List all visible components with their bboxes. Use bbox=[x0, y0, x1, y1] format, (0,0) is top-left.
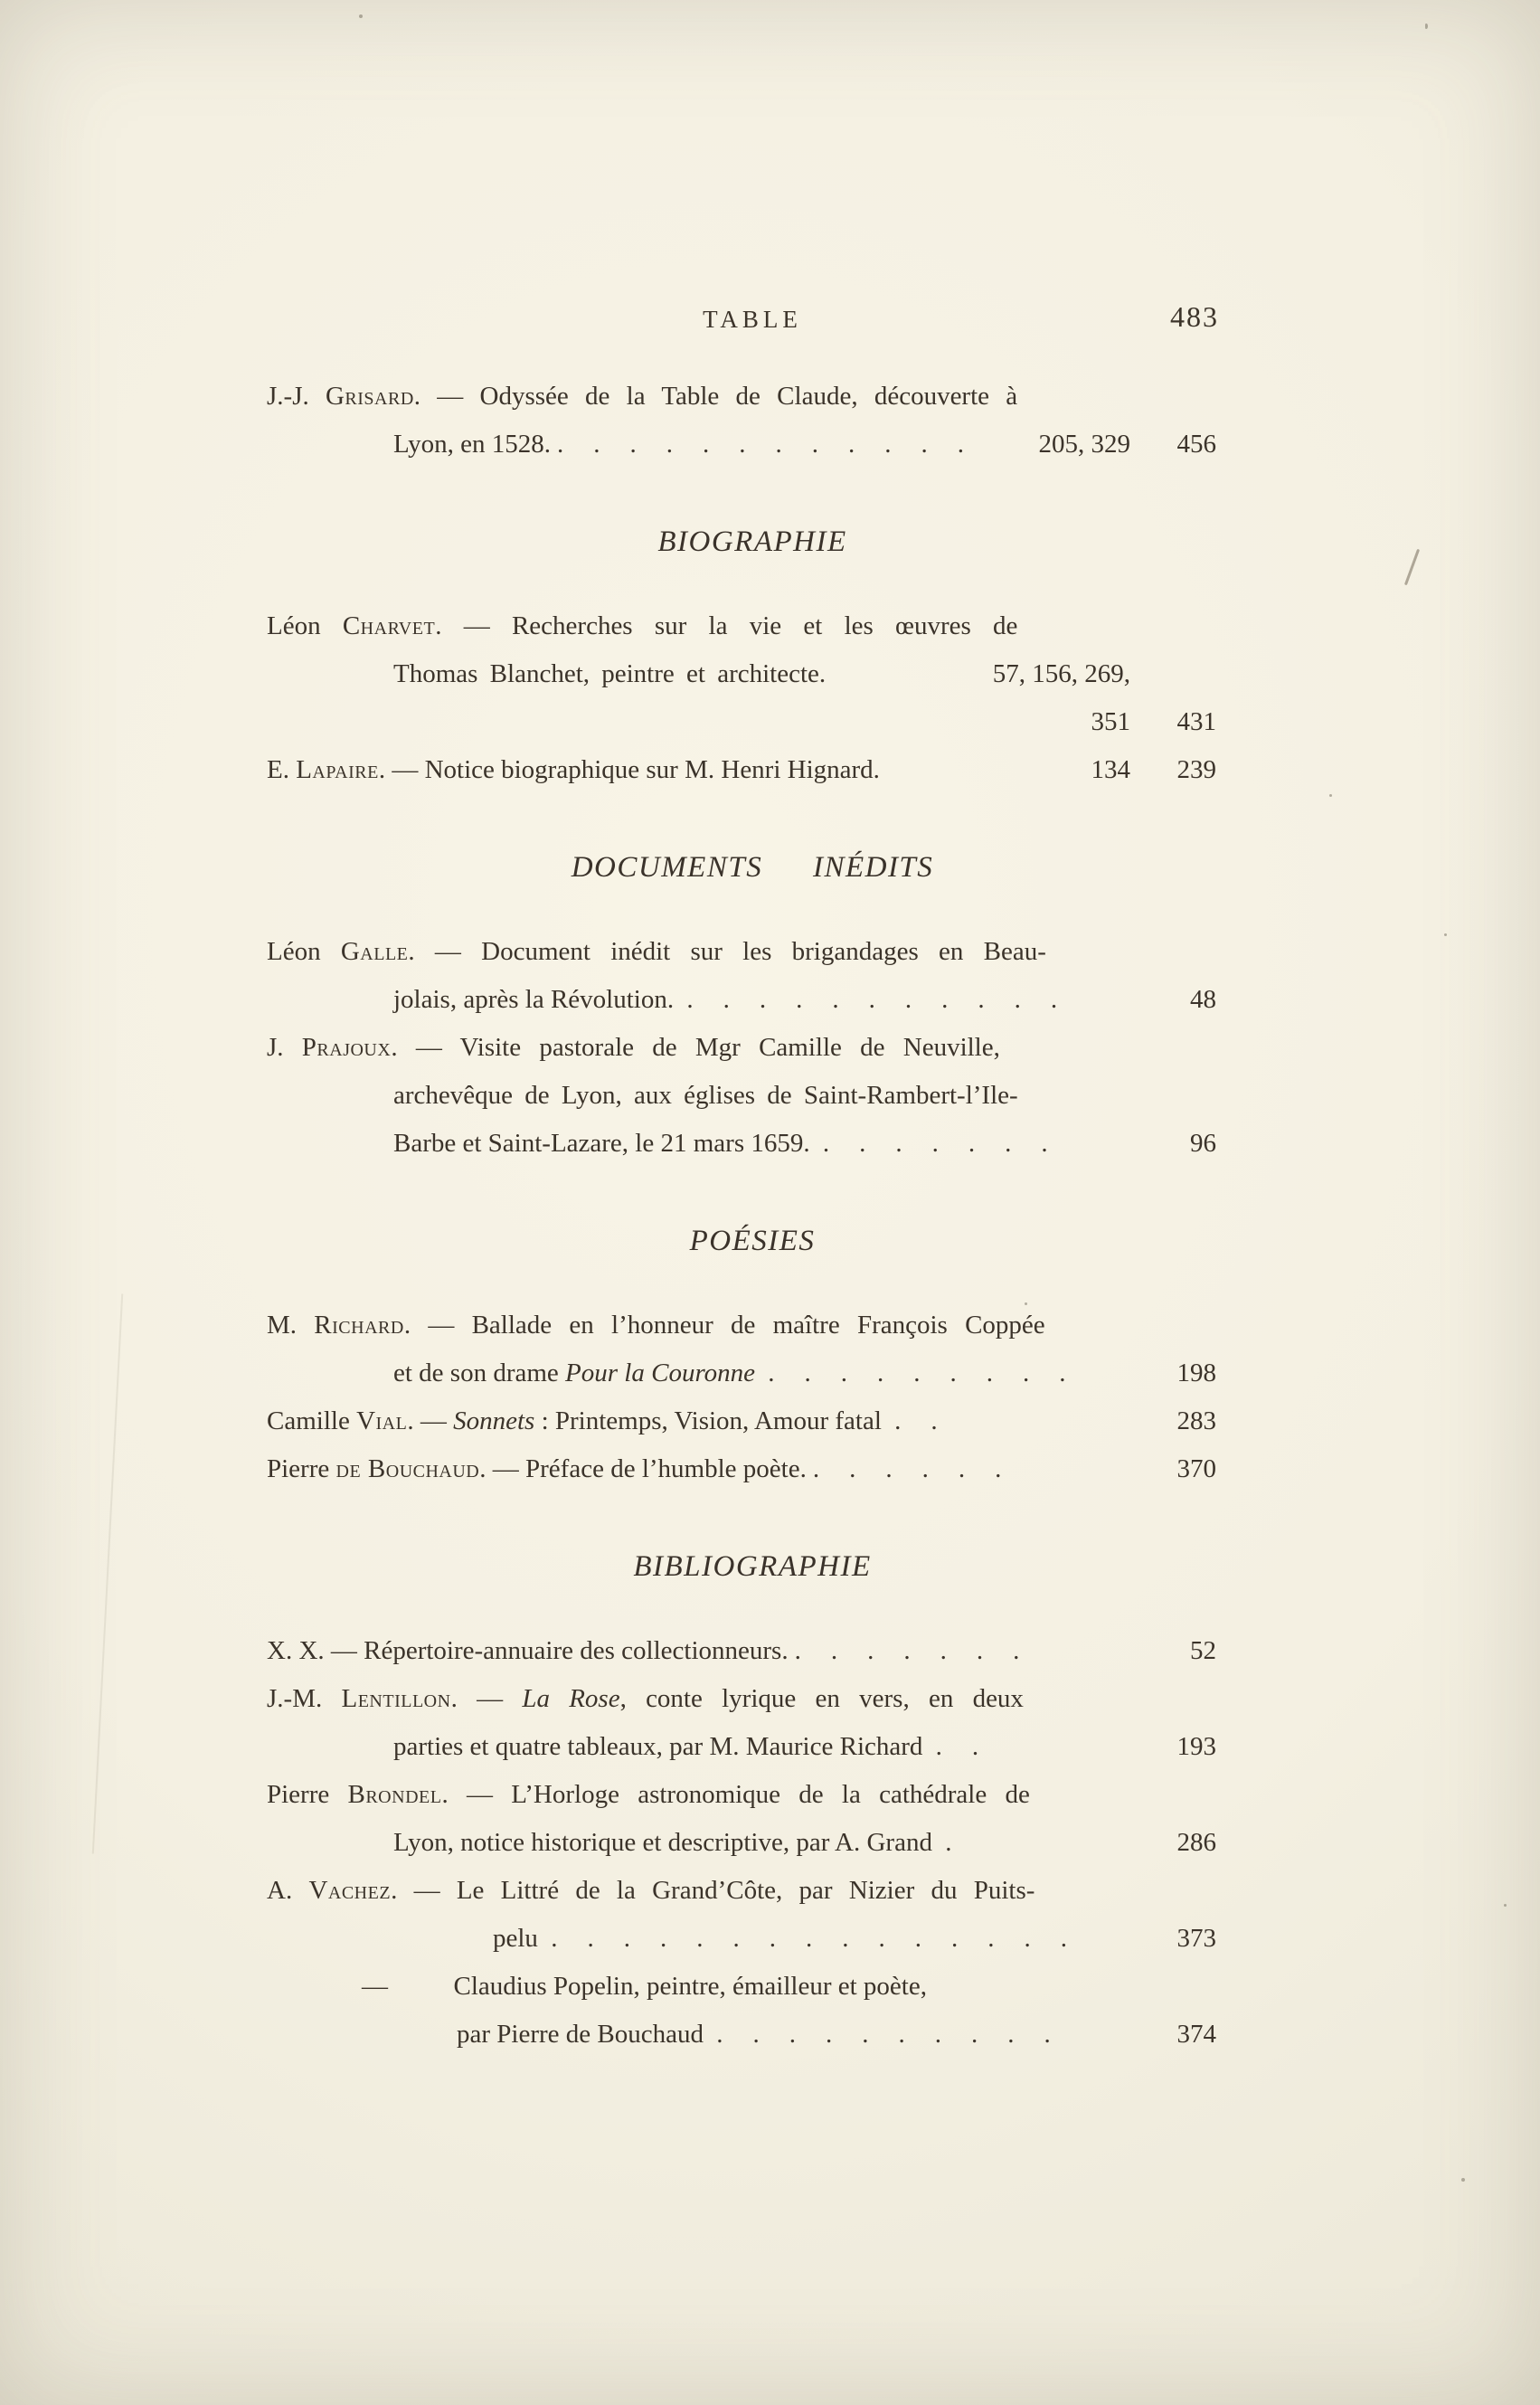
text-run: E. bbox=[267, 755, 297, 784]
dot-leader: ............ bbox=[557, 430, 994, 459]
toc-line bbox=[267, 746, 1221, 794]
text-run: . — bbox=[450, 1684, 523, 1713]
toc-line-text bbox=[267, 602, 1017, 650]
scan-artifact bbox=[1444, 933, 1447, 936]
text-run: Thomas Blanchet, peintre et architecte. bbox=[393, 659, 827, 688]
text-run: La Rose bbox=[522, 1684, 620, 1713]
text-run: de Bouchaud bbox=[335, 1454, 480, 1483]
entry-page-number: 96 bbox=[1190, 1129, 1216, 1158]
entry-page-number: 286 bbox=[1176, 1828, 1216, 1857]
dot-leader: ........... bbox=[686, 985, 1088, 1014]
toc-line-text bbox=[267, 1867, 1035, 1915]
dot-leader: . bbox=[945, 1828, 982, 1857]
text-run: Pierre bbox=[267, 1780, 348, 1809]
toc-line bbox=[267, 1963, 1221, 2011]
entry-page-number: 456 bbox=[1176, 430, 1216, 459]
text-run: . — Le Littré de la Grand’Côte, par Nizier du Puits- bbox=[391, 1876, 1035, 1905]
text-run: Lyon, en 1528. bbox=[393, 430, 551, 459]
toc-line bbox=[267, 650, 1221, 698]
entry-page-number: 283 bbox=[1176, 1406, 1216, 1435]
entry-page-number: 198 bbox=[1176, 1359, 1216, 1387]
text-run: Brondel bbox=[347, 1780, 442, 1809]
toc-line bbox=[267, 1120, 1221, 1168]
toc-line bbox=[267, 1915, 1221, 1963]
text-run: Galle bbox=[340, 937, 409, 966]
section-heading: POÉSIES bbox=[689, 1225, 816, 1257]
text-run: Grisard bbox=[325, 382, 414, 411]
toc-line-text bbox=[267, 1771, 1030, 1819]
toc-line-text bbox=[393, 421, 994, 469]
text-run: Léon bbox=[267, 611, 343, 640]
text-run: Lentillon bbox=[341, 1684, 451, 1713]
toc-line bbox=[267, 1072, 1221, 1120]
entry-page-refs: 351 bbox=[1091, 707, 1130, 736]
scan-artifact bbox=[1329, 794, 1332, 797]
text-run: X. X. — Répertoire-annuaire des collectionneurs. bbox=[267, 1636, 789, 1665]
entry-page-refs: 134 bbox=[1091, 755, 1130, 784]
section-heading: BIOGRAPHIE bbox=[657, 526, 847, 558]
toc-line bbox=[267, 1771, 1221, 1819]
text-run: Richard bbox=[314, 1311, 404, 1340]
page-header bbox=[267, 300, 1221, 334]
toc-line bbox=[267, 2011, 1221, 2059]
entry-page-number: 373 bbox=[1176, 1924, 1216, 1953]
text-run: J.-J. bbox=[267, 382, 326, 411]
text-run: pelu bbox=[493, 1924, 545, 1953]
text-run: Sonnets bbox=[453, 1406, 535, 1435]
toc-line bbox=[267, 1445, 1221, 1493]
scan-artifact bbox=[1504, 1904, 1507, 1907]
dot-leader: ............... bbox=[551, 1924, 1097, 1953]
text-run: Camille bbox=[267, 1406, 357, 1435]
text-run: par Pierre de Bouchaud bbox=[457, 2020, 711, 2049]
text-run: Lyon, notice historique et descriptive, par A. Grand bbox=[393, 1828, 940, 1857]
toc-line bbox=[267, 1397, 1221, 1445]
scan-artifact bbox=[1425, 24, 1428, 29]
toc-line-text bbox=[393, 1349, 1096, 1397]
toc-line bbox=[267, 373, 1221, 421]
text-run: . — Ballade en l’honneur de maître François Coppée bbox=[403, 1311, 1045, 1340]
toc-line-text bbox=[267, 373, 1017, 421]
text-run: J.-M. bbox=[267, 1684, 342, 1713]
text-run: . — Notice biographique sur M. Henri Hignard. bbox=[378, 755, 880, 784]
toc-line-text bbox=[267, 1024, 1000, 1072]
dot-leader: .. bbox=[935, 1732, 1009, 1761]
toc-line bbox=[267, 1302, 1221, 1349]
toc-line bbox=[267, 928, 1221, 976]
page-fold-shadow bbox=[92, 1293, 123, 1853]
entry-page-number: 193 bbox=[1176, 1732, 1216, 1761]
section-heading: BIBLIOGRAPHIE bbox=[633, 1550, 872, 1583]
text-run: . — Recherches sur la vie et les œuvres de bbox=[435, 611, 1018, 640]
scan-artifact bbox=[1025, 1302, 1027, 1305]
dot-leader: ....... bbox=[822, 1129, 1078, 1158]
text-run: Pour la Couronne bbox=[565, 1359, 756, 1387]
text-run: parties et quatre tableaux, par M. Maurice Richard bbox=[393, 1732, 930, 1761]
toc-line bbox=[267, 1723, 1221, 1771]
text-run: Barbe et Saint-Lazare, le 21 mars 1659. bbox=[393, 1129, 817, 1158]
toc-line bbox=[267, 1349, 1221, 1397]
toc-line bbox=[267, 976, 1221, 1024]
toc-line-text bbox=[393, 1072, 1018, 1120]
text-run: Vachez bbox=[308, 1876, 392, 1905]
dot-leader: ...... bbox=[812, 1454, 1032, 1483]
toc-line-text bbox=[393, 1819, 981, 1867]
toc-line-text bbox=[267, 1627, 1049, 1675]
text-run: . — Visite pastorale de Mgr Camille de Neuville, bbox=[391, 1033, 1000, 1062]
toc-line bbox=[267, 421, 1221, 469]
text-run: . — Odyssée de la Table de Claude, découverte à bbox=[413, 382, 1018, 411]
toc-line bbox=[267, 1024, 1221, 1072]
toc-line bbox=[267, 1819, 1221, 1867]
text-run: A. bbox=[267, 1876, 309, 1905]
toc-line-text bbox=[267, 746, 880, 794]
text-run: M. bbox=[267, 1311, 315, 1340]
text-run: archevêque de Lyon, aux églises de Saint-Rambert-l’Ile- bbox=[393, 1081, 1018, 1110]
text-run: . — L’Horloge astronomique de la cathédrale de bbox=[441, 1780, 1030, 1809]
entry-page-refs: 57, 156, 269, bbox=[992, 659, 1130, 688]
toc-line-text bbox=[267, 1445, 1031, 1493]
entry-page-number: 431 bbox=[1176, 707, 1216, 736]
entry-page-number: 52 bbox=[1190, 1636, 1216, 1665]
text-run: jolais, après la Révolution. bbox=[393, 985, 681, 1014]
entry-page-number: 370 bbox=[1176, 1454, 1216, 1483]
entry-page-refs: 205, 329 bbox=[1038, 430, 1130, 459]
scan-artifact bbox=[1404, 549, 1420, 585]
toc-line-text bbox=[393, 650, 826, 698]
text-run: : Printemps, Vision, Amour fatal bbox=[534, 1406, 889, 1435]
text-run: Lapaire bbox=[296, 755, 379, 784]
toc-line-text bbox=[493, 1915, 1097, 1963]
text-run: J. bbox=[267, 1033, 302, 1062]
toc-line-text bbox=[267, 1675, 1024, 1723]
toc-line-text bbox=[267, 1302, 1045, 1349]
text-run: Vial bbox=[356, 1406, 408, 1435]
toc-line bbox=[267, 698, 1221, 746]
toc-line bbox=[267, 1675, 1221, 1723]
text-run: — Claudius Popelin, peintre, émailleur et poète, bbox=[362, 1972, 927, 2001]
toc-line-text bbox=[393, 976, 1087, 1024]
dot-leader: ....... bbox=[794, 1636, 1050, 1665]
toc-line bbox=[267, 1867, 1221, 1915]
dot-leader: .. bbox=[894, 1406, 968, 1435]
text-run: Charvet bbox=[342, 611, 436, 640]
toc-line-text bbox=[362, 1963, 927, 2011]
entry-page-number: 374 bbox=[1176, 2020, 1216, 2049]
toc-line-text bbox=[393, 1120, 1078, 1168]
scan-artifact bbox=[359, 14, 363, 18]
toc-content bbox=[267, 373, 1221, 2059]
text-run: Léon bbox=[267, 937, 341, 966]
scan-artifact bbox=[1461, 2178, 1465, 2182]
toc-line bbox=[267, 1627, 1221, 1675]
toc-line-text bbox=[267, 928, 1046, 976]
text-run: Prajoux bbox=[301, 1033, 392, 1062]
text-run: . — bbox=[407, 1406, 454, 1435]
entry-page-number: 48 bbox=[1190, 985, 1216, 1014]
text-run bbox=[755, 1359, 761, 1387]
dot-leader: .......... bbox=[716, 2020, 1081, 2049]
section-heading: DOCUMENTS INÉDITS bbox=[571, 851, 934, 884]
toc-line bbox=[267, 602, 1221, 650]
toc-line-text bbox=[393, 1723, 1008, 1771]
text-run: . — Préface de l’humble poète. bbox=[479, 1454, 807, 1483]
toc-line-text bbox=[457, 2011, 1081, 2059]
entry-page-number: 239 bbox=[1176, 755, 1216, 784]
running-title: TABLE bbox=[703, 306, 802, 333]
folio-page-number: 483 bbox=[1170, 300, 1219, 333]
text-run: . — Document inédit sur les brigandages en Beau- bbox=[408, 937, 1046, 966]
text-run: Pierre bbox=[267, 1454, 336, 1483]
dot-leader: ......... bbox=[768, 1359, 1096, 1387]
toc-line-text bbox=[267, 1397, 968, 1445]
text-run: et de son drame bbox=[393, 1359, 566, 1387]
text-run: , conte lyrique en vers, en deux bbox=[619, 1684, 1024, 1713]
